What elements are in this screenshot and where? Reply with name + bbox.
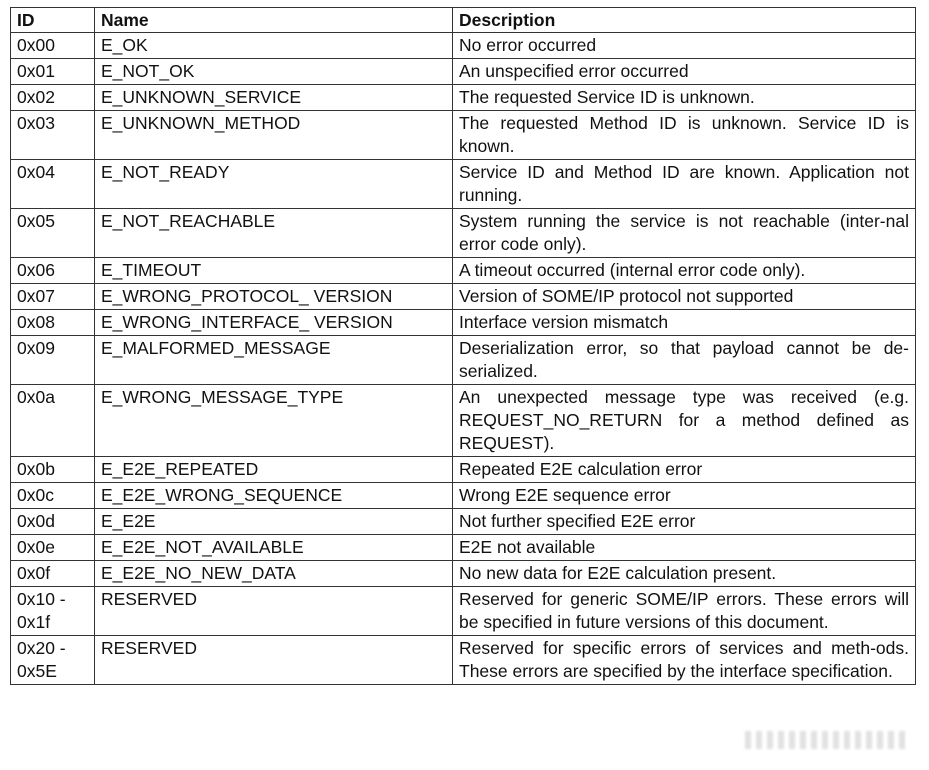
cell-description: Interface version mismatch bbox=[453, 310, 916, 336]
cell-description: No error occurred bbox=[453, 33, 916, 59]
error-codes-table-container bbox=[10, 7, 915, 685]
header-name: Name bbox=[95, 8, 453, 33]
cell-description: No new data for E2E calculation present. bbox=[453, 561, 916, 587]
cell-description: Version of SOME/IP protocol not supported bbox=[453, 284, 916, 310]
cell-description: Reserved for specific errors of services and meth-ods. These errors are specified by the interface specification. bbox=[453, 636, 916, 685]
table-row bbox=[11, 284, 916, 310]
table-row bbox=[11, 258, 916, 284]
table-row bbox=[11, 59, 916, 85]
cell-name: E_UNKNOWN_SERVICE bbox=[95, 85, 453, 111]
cell-name: E_NOT_OK bbox=[95, 59, 453, 85]
cell-id: 0x09 bbox=[11, 336, 95, 385]
table-row bbox=[11, 111, 916, 160]
table-row bbox=[11, 385, 916, 457]
table-header-row bbox=[11, 8, 916, 33]
cell-id: 0x02 bbox=[11, 85, 95, 111]
cell-name: E_TIMEOUT bbox=[95, 258, 453, 284]
table-row bbox=[11, 33, 916, 59]
cell-name: RESERVED bbox=[95, 587, 453, 636]
table-row bbox=[11, 336, 916, 385]
cell-id: 0x04 bbox=[11, 160, 95, 209]
table-row bbox=[11, 160, 916, 209]
cell-description: An unspecified error occurred bbox=[453, 59, 916, 85]
cell-id: 0x0b bbox=[11, 457, 95, 483]
table-row bbox=[11, 483, 916, 509]
table-row bbox=[11, 509, 916, 535]
cell-description: Repeated E2E calculation error bbox=[453, 457, 916, 483]
cell-name: E_UNKNOWN_METHOD bbox=[95, 111, 453, 160]
cell-name: E_WRONG_PROTOCOL_ VERSION bbox=[95, 284, 453, 310]
cell-description: Deserialization error, so that payload cannot be de-serialized. bbox=[453, 336, 916, 385]
cell-id: 0x10 - 0x1f bbox=[11, 587, 95, 636]
cell-name: E_E2E bbox=[95, 509, 453, 535]
cell-description: Wrong E2E sequence error bbox=[453, 483, 916, 509]
cell-name: E_WRONG_MESSAGE_TYPE bbox=[95, 385, 453, 457]
table-row bbox=[11, 535, 916, 561]
cell-description: The requested Service ID is unknown. bbox=[453, 85, 916, 111]
cell-name: E_MALFORMED_MESSAGE bbox=[95, 336, 453, 385]
cell-id: 0x0f bbox=[11, 561, 95, 587]
cell-id: 0x0d bbox=[11, 509, 95, 535]
cell-name: E_E2E_WRONG_SEQUENCE bbox=[95, 483, 453, 509]
header-id: ID bbox=[11, 8, 95, 33]
cell-id: 0x0e bbox=[11, 535, 95, 561]
cell-name: E_E2E_REPEATED bbox=[95, 457, 453, 483]
cell-id: 0x00 bbox=[11, 33, 95, 59]
table-row bbox=[11, 85, 916, 111]
cell-id: 0x07 bbox=[11, 284, 95, 310]
cell-name: E_NOT_READY bbox=[95, 160, 453, 209]
cell-description: A timeout occurred (internal error code only). bbox=[453, 258, 916, 284]
table-row bbox=[11, 310, 916, 336]
table-row bbox=[11, 561, 916, 587]
cell-id: 0x20 - 0x5E bbox=[11, 636, 95, 685]
cell-name: E_OK bbox=[95, 33, 453, 59]
table-row bbox=[11, 587, 916, 636]
cell-description: Reserved for generic SOME/IP errors. These errors will be specified in future versions of this document. bbox=[453, 587, 916, 636]
error-codes-table bbox=[10, 7, 916, 685]
cell-name: E_E2E_NO_NEW_DATA bbox=[95, 561, 453, 587]
cell-name: RESERVED bbox=[95, 636, 453, 685]
cell-name: E_E2E_NOT_AVAILABLE bbox=[95, 535, 453, 561]
cell-description: Not further specified E2E error bbox=[453, 509, 916, 535]
cell-description: System running the service is not reachable (inter-nal error code only). bbox=[453, 209, 916, 258]
cell-name: E_NOT_REACHABLE bbox=[95, 209, 453, 258]
cell-id: 0x0c bbox=[11, 483, 95, 509]
table-row bbox=[11, 209, 916, 258]
cell-id: 0x06 bbox=[11, 258, 95, 284]
watermark-smudge bbox=[745, 731, 905, 749]
cell-description: The requested Method ID is unknown. Service ID is known. bbox=[453, 111, 916, 160]
cell-id: 0x05 bbox=[11, 209, 95, 258]
cell-description: Service ID and Method ID are known. Application not running. bbox=[453, 160, 916, 209]
cell-id: 0x03 bbox=[11, 111, 95, 160]
cell-description: E2E not available bbox=[453, 535, 916, 561]
table-row bbox=[11, 636, 916, 685]
cell-id: 0x08 bbox=[11, 310, 95, 336]
header-description: Description bbox=[453, 8, 916, 33]
cell-id: 0x0a bbox=[11, 385, 95, 457]
cell-name: E_WRONG_INTERFACE_ VERSION bbox=[95, 310, 453, 336]
cell-id: 0x01 bbox=[11, 59, 95, 85]
cell-description: An unexpected message type was received (e.g. REQUEST_NO_RETURN for a method defined as REQUEST). bbox=[453, 385, 916, 457]
table-row bbox=[11, 457, 916, 483]
